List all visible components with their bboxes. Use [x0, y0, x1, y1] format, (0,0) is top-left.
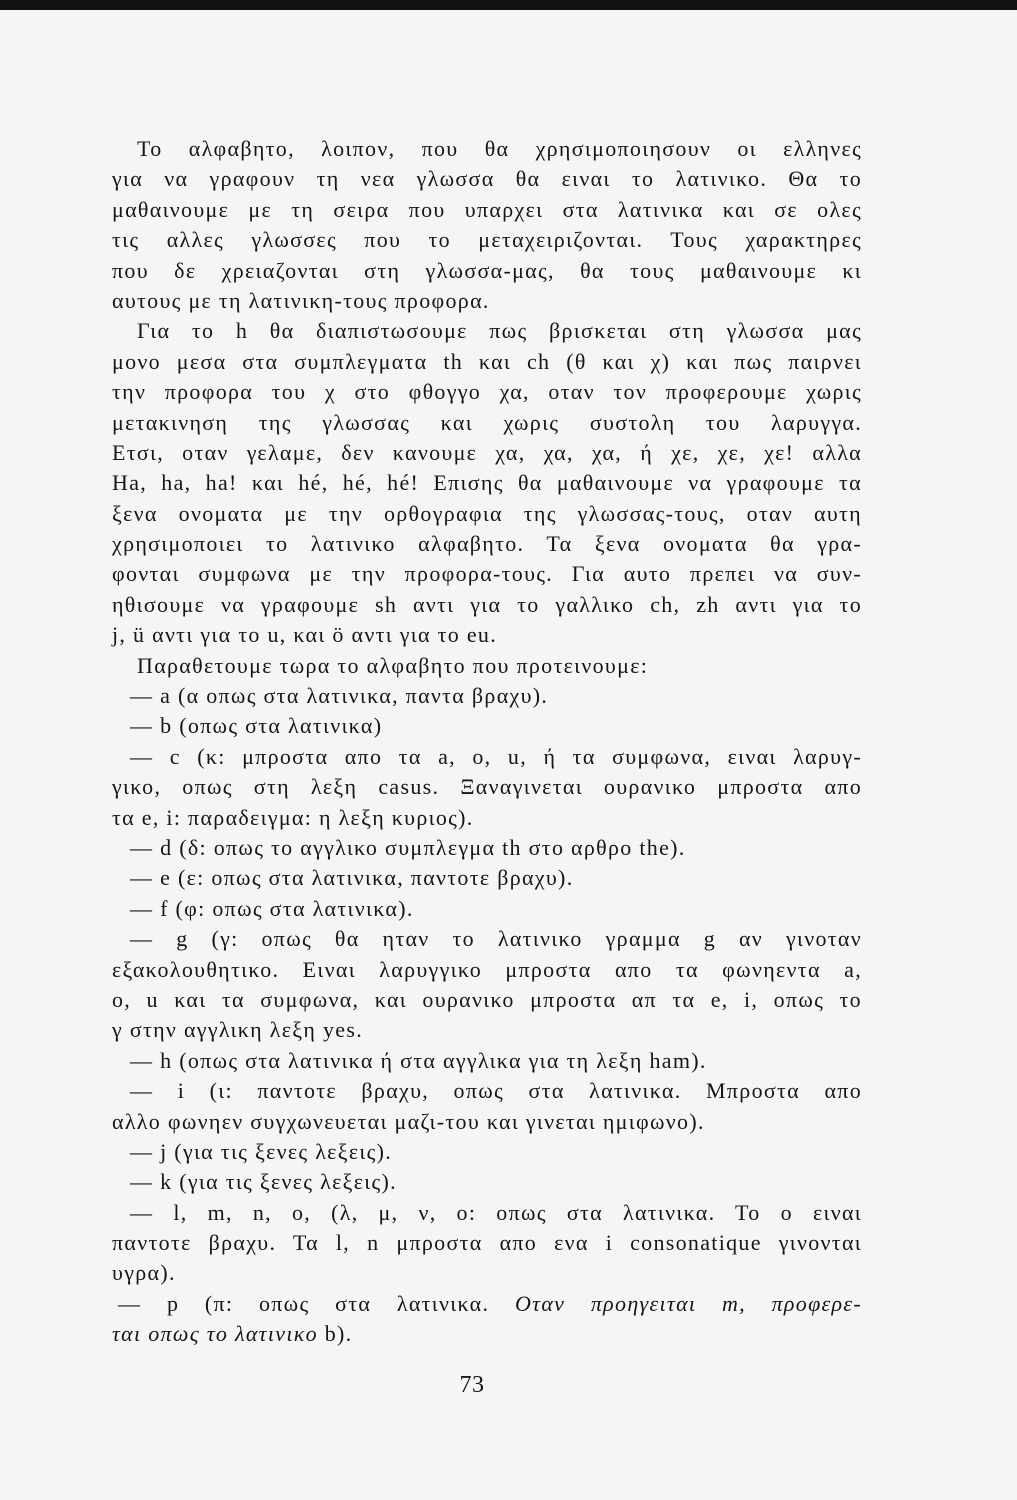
paragraph-intro: [112, 134, 862, 316]
entry-p-roman: — p (π: οπως στα λατινικα.: [118, 1290, 515, 1316]
page-body: [112, 134, 862, 1350]
alphabet-entry: — j (για τις ξενες λεξεις).: [130, 1138, 393, 1164]
scan-top-border: [0, 0, 1017, 10]
alphabet-entry: — d (δ: οπως το αγγλικο συμπλεγμα th στο αρθρο the).: [130, 834, 686, 860]
text-line: που δε χρειαζονται στη γλωσσα-μας, θα τους μαθαινουμε κι: [112, 257, 862, 283]
text-line: τα e, i: παραδειγμα: η λεξη κυριος).: [112, 804, 474, 830]
entry-p-italic: Οταν προηγειται m, προφερε-: [514, 1290, 862, 1316]
alphabet-entry: — f (φ: οπως στα λατινικα).: [130, 895, 414, 921]
text-line: [112, 1319, 862, 1349]
alphabet-entry: — g (γ: οπως θα ηταν το λατινικο γραμμα g αν γινοταν: [130, 926, 862, 952]
text-line: αυτους με τη λατινικη-τους προφορα.: [112, 287, 490, 313]
paragraph-alphabet-intro: Παραθετουμε τωρα το αλφαβητο που προτεινουμε:: [137, 652, 649, 678]
entry-p-roman: b).: [317, 1321, 353, 1347]
text-line: φονται συμφωνα με την προφορα-τους. Για αυτο πρεπει να συν-: [112, 561, 862, 587]
text-line: για να γραφουν τη νεα γλωσσα θα ειναι το λατινικο. Θα το: [112, 166, 862, 192]
alphabet-entry: [112, 1289, 862, 1319]
page-number: 73: [459, 1372, 485, 1398]
alphabet-entry: — l, m, n, o, (λ, μ, ν, ο: οπως στα λατινικα. Το ο ειναι: [130, 1199, 862, 1225]
text-line: j, ü αντι για το u, και ö αντι για το eu.: [112, 622, 497, 648]
text-line: τις αλλες γλωσσες που το μεταχειριζονται. Τους χαρακτηρες: [112, 227, 862, 253]
text-line: εξακολουθητικο. Ειναι λαρυγγικο μπροστα απο τα φωνηεντα a,: [112, 956, 862, 982]
entry-p-italic: ται οπως το λατινικο: [112, 1321, 318, 1347]
text-line: υγρα).: [112, 1260, 176, 1286]
text-line: χρησιμοποιει το λατινικο αλφαβητο. Τα ξενα ονοματα θα γρα-: [112, 531, 862, 557]
paragraph-letter-h: [112, 316, 862, 650]
text-line: ξενα ονοματα με την ορθογραφια της γλωσσας-τους, οταν αυτη: [112, 500, 862, 526]
alphabet-entry: — b (οπως στα λατινικα): [130, 713, 383, 739]
text-line: παντοτε βραχυ. Τα l, n μπροστα απο ενα i consonatique γινονται: [112, 1230, 862, 1256]
text-line: Το αλφαβητο, λοιπον, που θα χρησιμοποιησουν οι ελληνες: [137, 136, 862, 161]
text-line: γικο, οπως στη λεξη casus. Ξαναγινεται ουρανικο μπροστα απο: [112, 774, 862, 800]
alphabet-list: [112, 681, 862, 1350]
text-line: αλλο φωνηεν συγχωνευεται μαζι-του και γινεται ημιφωνο).: [112, 1108, 705, 1134]
alphabet-entry: — c (κ: μπροστα απο τα a, o, u, ή τα συμφωνα, ειναι λαρυγ-: [130, 743, 862, 769]
alphabet-entry: — i (ι: παντοτε βραχυ, οπως στα λατινικα. Μπροστα απο: [130, 1078, 862, 1104]
alphabet-entry: — h (οπως στα λατινικα ή στα αγγλικα για τη λεξη ham).: [130, 1047, 707, 1073]
text-line: Ετσι, οταν γελαμε, δεν κανουμε χα, χα, χα, ή χε, χε, χε! αλλα: [112, 439, 862, 465]
text-line: ηθισουμε να γραφουμε sh αντι για το γαλλικο ch, zh αντι για το: [112, 591, 862, 617]
text-line: o, u και τα συμφωνα, και ουρανικο μπροστα απ τα e, i, οπως το: [112, 986, 862, 1012]
text-line: την προφορα του χ στο φθογγο χα, οταν τον προφερουμε χωρις: [112, 379, 862, 405]
text-line: μετακινηση της γλωσσας και χωρις συστολη του λαρυγγα.: [112, 409, 862, 435]
text-line: μαθαινουμε με τη σειρα που υπαρχει στα λατινικα και σε ολες: [112, 196, 862, 222]
text-line: μονο μεσα στα συμπλεγματα th και ch (θ και χ) και πως παιρνει: [112, 348, 862, 374]
alphabet-entry: — k (για τις ξενες λεξεις).: [130, 1169, 397, 1195]
alphabet-entry: — a (α οπως στα λατινικα, παντα βραχυ).: [130, 683, 549, 709]
text-line: Για το h θα διαπιστωσουμε πως βρισκεται στη γλωσσα μας: [137, 318, 862, 344]
alphabet-entry: — e (ε: οπως στα λατινικα, παντοτε βραχυ).: [130, 865, 574, 891]
text-line: Ha, ha, ha! και hé, hé, hé! Επισης θα μαθαινουμε να γραφουμε τα: [112, 470, 862, 496]
text-line: γ στην αγγλικη λεξη yes.: [112, 1017, 363, 1043]
